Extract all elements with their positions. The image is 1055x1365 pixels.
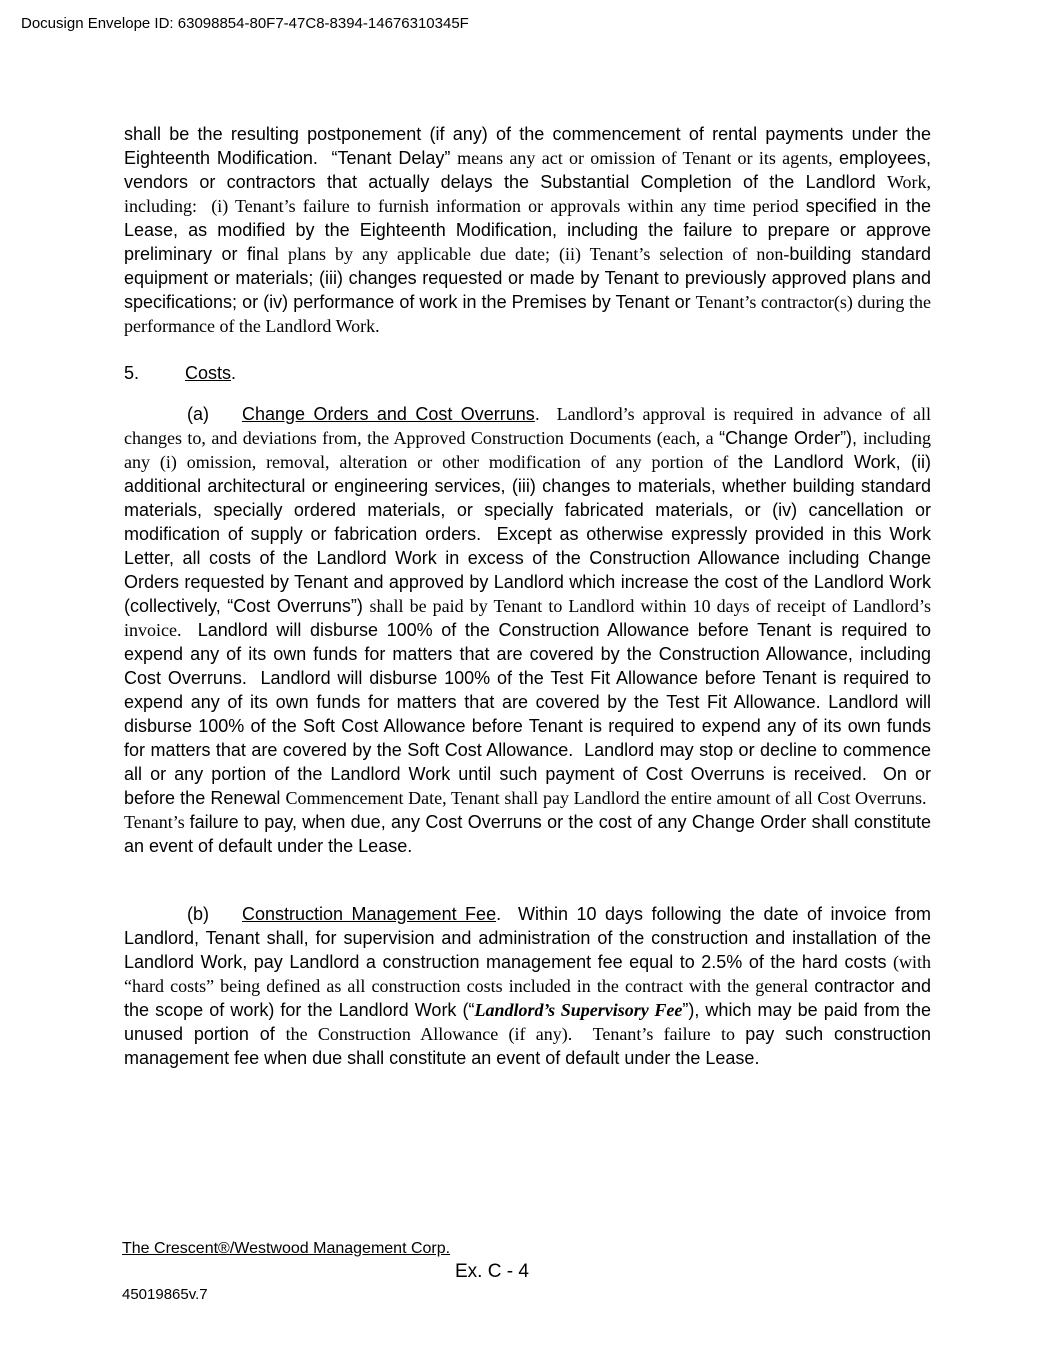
text-run: . xyxy=(231,363,237,383)
text-run: Costs xyxy=(185,363,232,383)
text-run: (a) xyxy=(187,404,209,424)
text-run: . Within 10 days following the date of invoice from Landlord, Tenant shall, for supervision and administration of the construction and installation of the Landlord Work, pay Landlord a construction management fee equal to 2.5% of the hard costs xyxy=(124,904,931,972)
text-run: shall be paid by Tenant to Landlord within 10 days of receipt of Landlord’s invoice. xyxy=(124,596,931,640)
paragraph-a-change-orders-and-cost-overruns xyxy=(124,402,931,858)
text-run: 5. xyxy=(124,363,140,383)
text-run: “Change Order”), xyxy=(719,428,863,448)
paragraph-b-construction-management-fee xyxy=(124,902,931,1070)
text-run: Landlord will disburse 100% of the Construction Allowance before Tenant is required to expend any of its own funds for matters that are covered by the Construction Allowance, including Cost Overruns. Landlord will disburse 100% of the Test Fit Allowance before Tenant is required to expend any of its own funds for matters that are covered by the Test Fit Allowance. Landlord will disburse 100% of the Soft Cost Allowance before Tenant is required to expend any of its own funds for matters that are covered by the Soft Cost Allowance. Landlord may stop or decline to commence all or any portion of the Landlord Work until such payment of Cost Overruns is received. On or before the Renewal xyxy=(124,620,931,808)
text-run: Landlord’s Supervisory Fee xyxy=(474,1000,683,1020)
section-5-costs-heading xyxy=(124,361,236,385)
text-run: Commencement Date, Tenant shall pay Landlord the entire amount of all Cost Overruns. Tenant’s xyxy=(124,788,931,832)
text-run: (with “hard costs” being defined as all construction costs included in the contract with the general xyxy=(124,952,931,996)
footer-company-line: The Crescent®/Westwood Management Corp. xyxy=(122,1240,451,1257)
footer-document-number: 45019865v.7 xyxy=(122,1286,208,1303)
text-run: (b) xyxy=(187,904,209,924)
text-run: . xyxy=(534,404,557,424)
text-run: contractor and the scope of work) for the Landlord Work (“ xyxy=(124,976,931,1020)
text-run: ”), which may be paid from the unused portion of xyxy=(124,1000,931,1044)
text-run: the Construction Allowance (if any). Tenant’s failure to xyxy=(285,1024,746,1044)
text-run: Change Orders and Cost Overruns xyxy=(242,404,535,424)
text-run: Tenant’s contractor(s) during the performance of the Landlord Work. xyxy=(124,292,931,336)
text-run: Work, including: (i) Tenant’s failure to furnish information or approvals within any time period xyxy=(124,172,931,216)
text-run: Construction Management Fee xyxy=(242,904,497,924)
docusign-envelope-id: Docusign Envelope ID: 63098854-80F7-47C8-8394-14676310345F xyxy=(21,15,469,32)
text-run: including any (i) omission, removal, alteration or other modification of any portion of xyxy=(124,428,931,472)
continuation-paragraph xyxy=(124,122,931,338)
text-run: shall be the resulting postponement (if any) of the commencement of rental payments under the Eighteenth Modification. “Tenant Delay” xyxy=(124,124,931,168)
text-run: the Landlord Work, (ii) additional architectural or engineering services, (iii) changes to materials, whether building standard materials, specially ordered materials, or specially fabricated materials, or (iv) cancellation or modification of supply or fabrication orders. Except as otherwise expressly provided in this Work Letter, all costs of the Landlord Work in excess of the Construction Allowance including Change Orders requested by Tenant and approved by Landlord which increase the cost of the Landlord Work (collectively, “Cost Overruns”) xyxy=(124,452,931,616)
text-run: means any act or omission of Tenant or its agents, xyxy=(457,148,839,168)
text-run: employees, vendors or contractors that actually delays the Substantial Completion of the Landlord xyxy=(124,148,931,192)
text-run: specified in the Lease, as modified by the Eighteenth Modification, including the failure to prepare or approve preliminary or fin xyxy=(124,196,931,264)
text-run: al plans by any applicable due date; (ii) Tenant’s selection of non- xyxy=(266,244,790,264)
footer-exhibit-label: Ex. C - 4 xyxy=(455,1261,529,1282)
text-run: pay such construction management fee when due shall constitute an event of default under the Lease. xyxy=(124,1024,931,1068)
text-run: building standard equipment or materials; (iii) changes requested or made by Tenant to previously approved plans and specifications; or (iv) performance of work in the Premises by Tenant or xyxy=(124,244,931,312)
text-run: failure to pay, when due, any Cost Overruns or the cost of any Change Order shall constitute an event of default under the Lease. xyxy=(124,812,931,856)
text-run: Landlord’s approval is required in advance of all changes to, and deviations from, the Approved Construction Documents (each, a xyxy=(124,404,931,448)
